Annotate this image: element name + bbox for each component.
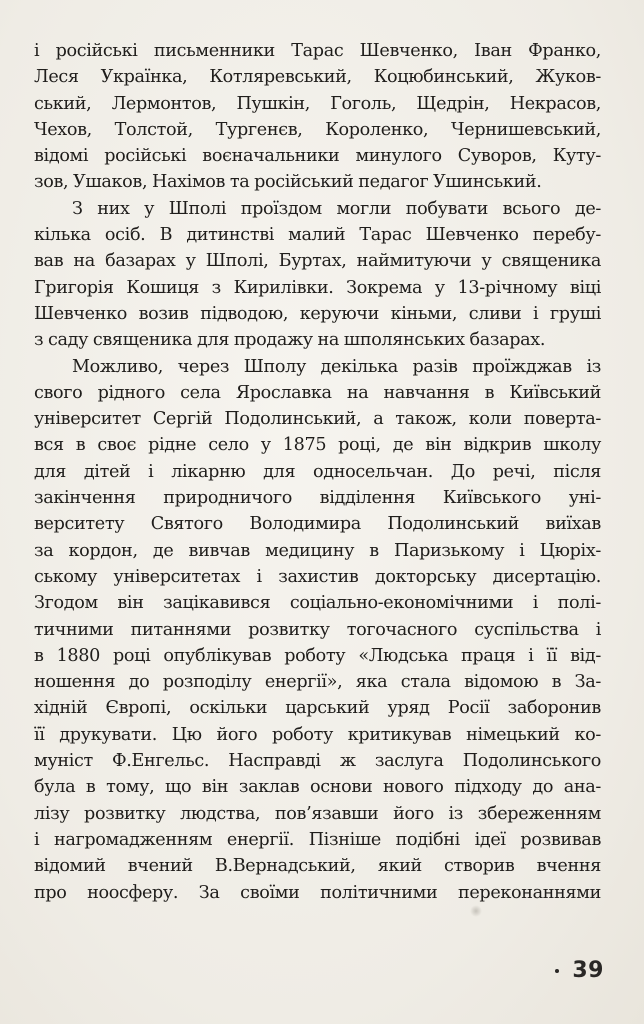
text-line: зов, Ушаков, Нахімов та російський педагог Ушинський. <box>34 172 542 193</box>
body-text <box>34 38 601 906</box>
text-line: верситету Святого Володимира Подолинський виїхав <box>34 514 601 535</box>
text-line: в 1880 році опублікував роботу «Людська праця і її від- <box>34 645 601 666</box>
text-line: свого рідного села Ярославка на навчання в Київський <box>34 382 601 403</box>
paragraph <box>34 196 601 354</box>
text-line: і російські письменники Тарас Шевченко, Іван Франко, <box>34 41 601 61</box>
text-line: кілька осіб. В дитинстві малий Тарас Шевченко перебу- <box>34 225 601 246</box>
text-line: з саду священика для продажу на шполянських базарах. <box>34 330 546 351</box>
text-line: лізу розвитку людства, пов’язавши його із збереженням <box>34 803 601 824</box>
text-line: ському університетах і захистив докторську дисертацію. <box>34 566 601 587</box>
text-line: відомі російські воєначальники минулого Суворов, Куту- <box>34 146 601 167</box>
text-line: відомий вчений В.Вернадський, який створив вчення <box>34 856 601 877</box>
text-line: муніст Ф.Енгельс. Насправді ж заслуга Подолинського <box>34 751 601 772</box>
text-line: Леся Українка, Котляревський, Коцюбинський, Жуков- <box>34 67 601 88</box>
text-line: університет Сергій Подолинський, а також, коли поверта- <box>34 409 601 430</box>
text-line: вся в своє рідне село у 1875 році, де він відкрив школу <box>34 435 601 456</box>
text-line: і нагромадженням енергії. Пізніше подібні ідеї розвивав <box>34 829 601 850</box>
page-number-dot <box>555 969 559 973</box>
paragraph <box>34 38 601 196</box>
text-line: про ноосферу. За своїми політичними переконаннями <box>34 882 601 903</box>
text-line: хідній Європі, оскільки царський уряд Росії заборонив <box>34 698 601 719</box>
page-number: 39 <box>572 958 604 983</box>
paper-speck <box>470 905 482 917</box>
paragraph <box>34 354 601 906</box>
text-line: Чехов, Толстой, Тургенєв, Короленко, Чернишевський, <box>34 119 601 140</box>
text-line: була в тому, що він заклав основи нового підходу до ана- <box>34 777 601 798</box>
text-line: для дітей і лікарню для односельчан. До речі, після <box>34 461 601 482</box>
text-line: тичними питаннями розвитку тогочасного суспільства і <box>34 619 601 640</box>
text-line: вав на базарах у Шполі, Буртах, наймитуючи у священика <box>34 251 601 272</box>
text-line: її друкувати. Цю його роботу критикував німецький ко- <box>34 724 601 745</box>
text-line: З них у Шполі проїздом могли побувати всього де- <box>72 198 601 219</box>
text-line: Григорія Кошиця з Кирилівки. Зокрема у 13-річному віці <box>34 277 601 298</box>
text-line: ський, Лермонтов, Пушкін, Гоголь, Щедрін, Некрасов, <box>34 93 601 114</box>
text-line: Можливо, через Шполу декілька разів проїжджав із <box>72 356 601 377</box>
text-line: за кордон, де вивчав медицину в Паризькому і Цюріх- <box>34 540 601 561</box>
text-line: закінчення природничого відділення Київського уні- <box>34 488 601 509</box>
text-line: Згодом він зацікавився соціально-економічними і полі- <box>34 593 601 614</box>
text-line: ношення до розподілу енергії», яка стала відомою в За- <box>34 672 601 693</box>
text-line: Шевченко возив підводою, керуючи кіньми, сливи і груші <box>34 303 601 324</box>
